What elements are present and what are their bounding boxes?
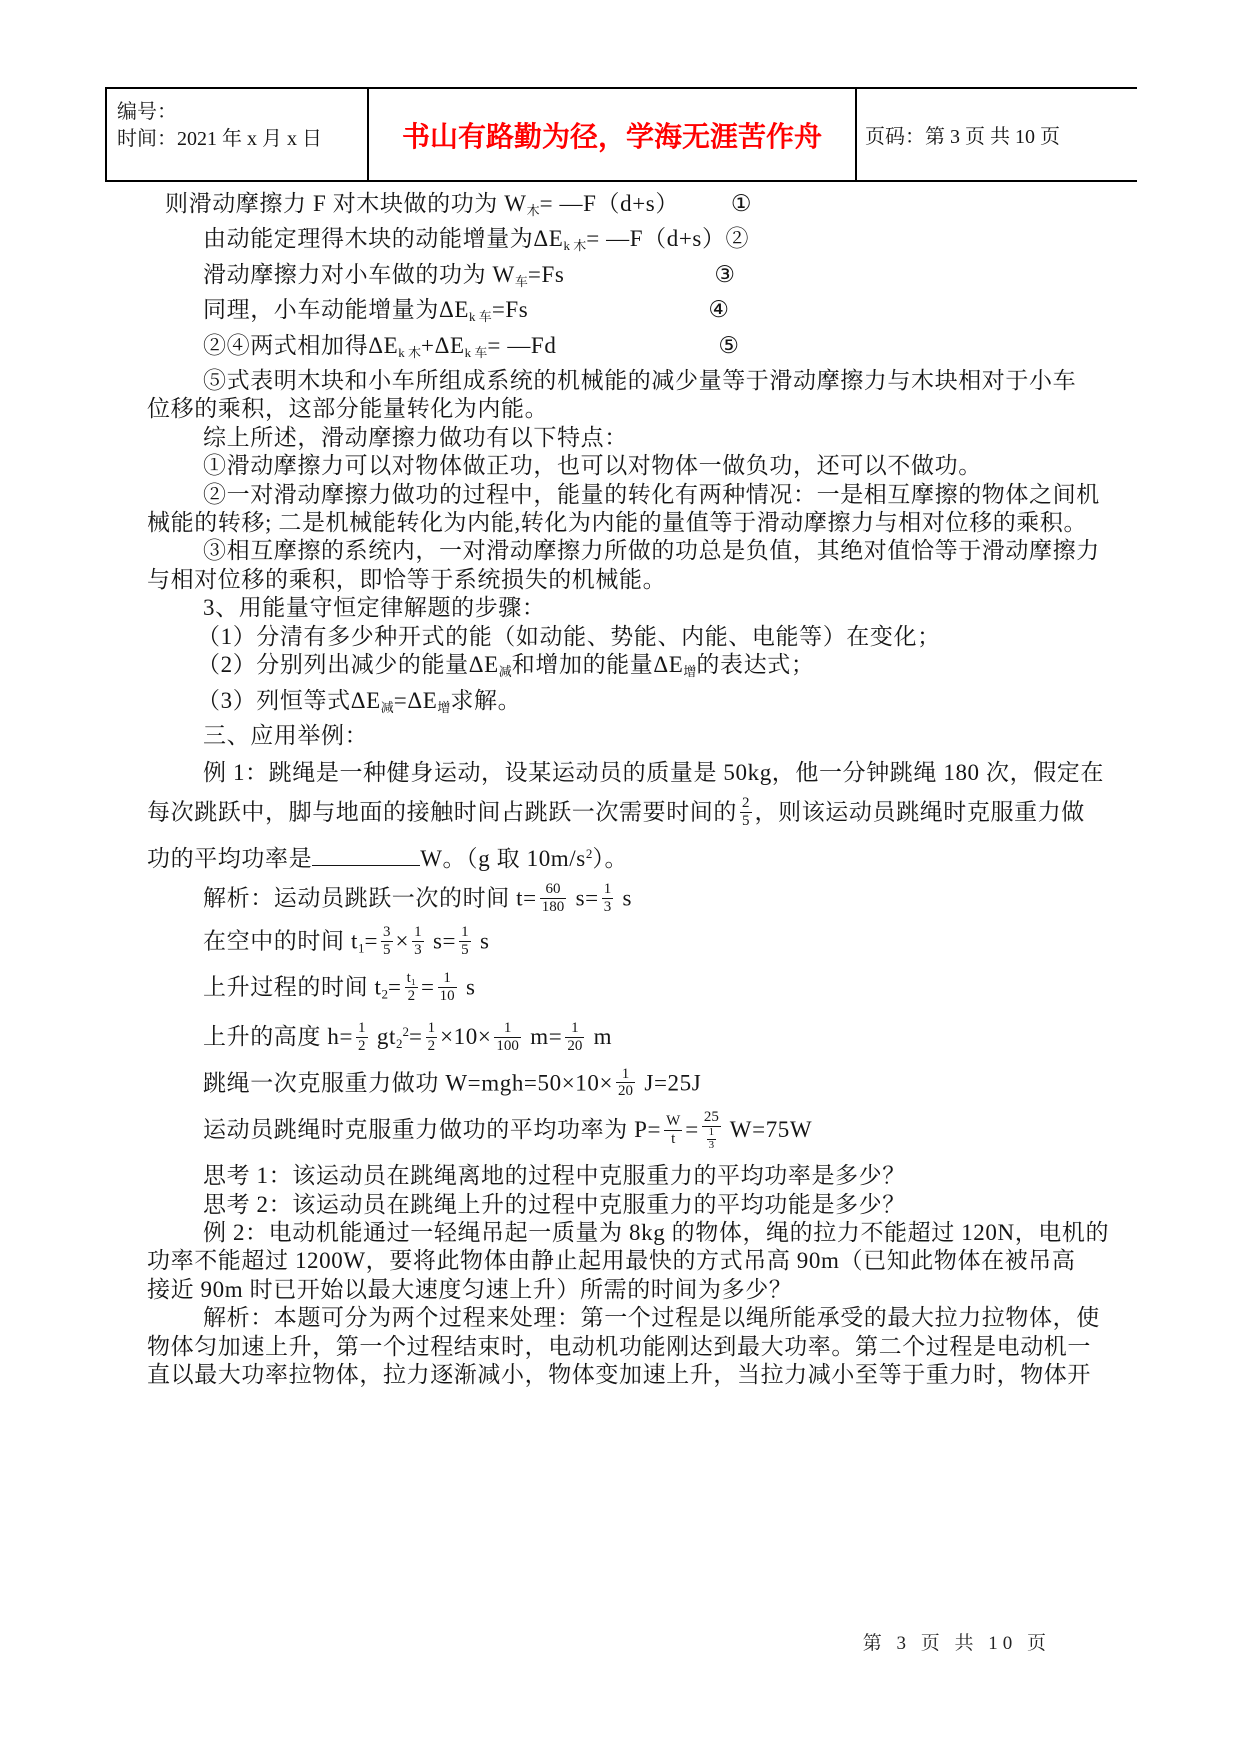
text-line: 则滑动摩擦力 F 对木块做的功为 W木= —F（d+s） ① bbox=[165, 191, 753, 218]
header-cell-meta bbox=[107, 89, 367, 180]
text-line: ②一对滑动摩擦力做功的过程中，能量的转化有两种情况：一是相互摩擦的物体之间机 bbox=[203, 481, 1100, 507]
text-line: 例 1：跳绳是一种健身运动，设某运动员的质量是 50kg，他一分钟跳绳 180 次，假定在 bbox=[203, 760, 1104, 786]
text-line: 每次跳跃中，脚与地面的接触时间占跳跃一次需要时间的 $\frac{2}{5}$ ，则该运动员跳绳时克服重力做 bbox=[147, 794, 1085, 829]
text-line: 功的平均功率是 W。（g 取 $10m/s^2$）。 bbox=[147, 840, 1112, 873]
text-line: 物体匀加速上升，第一个过程结束时，电动机功能刚达到最大功率。第二个过程是电动机一 bbox=[147, 1333, 1091, 1359]
text-line: ①滑动摩擦力可以对物体做正功，也可以对物体一做负功，还可以不做功。 bbox=[203, 453, 982, 479]
text-line: 与相对位移的乘积，即恰等于系统损失的机械能。 bbox=[147, 566, 667, 592]
text-line: 3、用能量守恒定律解题的步骤： bbox=[203, 595, 546, 621]
text-line: 滑动摩擦力对小车做的功为 W车=Fs ③ bbox=[203, 261, 736, 289]
blank-underline bbox=[312, 842, 420, 866]
text-line: ②④两式相加得ΔEk 木+ΔEk 车= —Fd ⑤ bbox=[203, 332, 740, 360]
text-line: （2）分别列出减少的能量ΔE减和增加的能量ΔE增的表达式； bbox=[197, 652, 815, 680]
header-cell-slogan bbox=[367, 89, 857, 180]
header-cell-page bbox=[857, 89, 1137, 180]
text-line: 同理，小车动能增量为ΔEk 车=Fs ④ bbox=[203, 297, 730, 325]
text-line: 直以最大功率拉物体，拉力逐渐减小，物体变加速上升，当拉力减小至等于重力时，物体开 bbox=[147, 1362, 1091, 1388]
text-line: 上升过程的时间 t2= $\frac{\text{t₁}}{2}$ = $\frac{1}{10}$ s bbox=[203, 970, 476, 1005]
document-content bbox=[147, 190, 1112, 1389]
text-line: 思考 1：该运动员在跳绳离地的过程中克服重力的平均功率是多少？ bbox=[203, 1163, 906, 1189]
text-line: 在空中的时间 t1= $\frac{3}{5}$ × $\frac{1}{3}$ s= $\frac{1}{5}$ s bbox=[203, 924, 490, 959]
text-line: 运动员跳绳时克服重力做功的平均功率为 P= $\frac{W}{t}$ = $\frac{25}{\frac{1}{3}}$ W=75W bbox=[203, 1109, 813, 1151]
header-table bbox=[105, 87, 1137, 182]
text-line: （1）分清有多少种开式的能（如动能、势能、内能、电能等）在变化； bbox=[197, 623, 941, 649]
text-line: ⑤式表明木块和小车所组成系统的机械能的减少量等于滑动摩擦力与木块相对于小车 bbox=[203, 368, 1077, 394]
text-line: 械能的转移; 二是机械能转化为内能,转化为内能的量值等于滑动摩擦力与相对位移的乘积。 bbox=[147, 510, 1088, 536]
doc-date-label: 时间：2021 年 x 月 x 日 bbox=[117, 128, 322, 150]
page-footer: 第 3 页 共 10 页 bbox=[862, 1633, 1051, 1654]
slogan-text: 书山有路勤为径，学海无涯苦作舟 bbox=[401, 121, 822, 153]
text-line: ③相互摩擦的系统内，一对滑动摩擦力所做的功总是负值，其绝对值恰等于滑动摩擦力 bbox=[203, 538, 1100, 564]
doc-number-label: 编号： bbox=[117, 101, 177, 123]
text-line: 综上所述，滑动摩擦力做功有以下特点： bbox=[203, 424, 628, 450]
text-line: 解析：运动员跳跃一次的时间 t= $\frac{60}{180}$ s= $\frac{1}{3}$ s bbox=[203, 880, 633, 915]
text-line: 由动能定理得木块的动能增量为ΔEk 木= —F（d+s）② bbox=[203, 226, 750, 254]
text-line: 三、应用举例： bbox=[203, 722, 369, 748]
page-number-label: 页码：第 3 页 共 10 页 bbox=[865, 126, 1060, 148]
text-line: 跳绳一次克服重力做功 W=mgh=50×10× $\frac{1}{20}$ J=25J bbox=[203, 1065, 702, 1100]
text-line: 上升的高度 h= $\frac{1}{2}$ $gt2^2=$ $\frac{1}{2}$ ×10× $\frac{1}{100}$ m= $\frac{1}{20}$ m bbox=[203, 1019, 613, 1054]
text-line: 例 2：电动机能通过一轻绳吊起一质量为 8kg 的物体，绳的拉力不能超过 120N，电机的 bbox=[203, 1219, 1110, 1245]
text-line: （3）列恒等式ΔE减=ΔE增求解。 bbox=[197, 687, 522, 715]
text-line: 思考 2：该运动员在跳绳上升的过程中克服重力的平均功能是多少？ bbox=[203, 1191, 906, 1217]
text-line: 功率不能超过 1200W，要将此物体由静止起用最快的方式吊高 90m（已知此物体在被吊高 bbox=[147, 1248, 1076, 1274]
text-line: 位移的乘积，这部分能量转化为内能。 bbox=[147, 396, 549, 422]
text-line: 接近 90m 时已开始以最大速度匀速上升）所需的时间为多少？ bbox=[147, 1276, 793, 1302]
text-line: 解析：本题可分为两个过程来处理：第一个过程是以绳所能承受的最大拉力拉物体，使 bbox=[203, 1305, 1100, 1331]
